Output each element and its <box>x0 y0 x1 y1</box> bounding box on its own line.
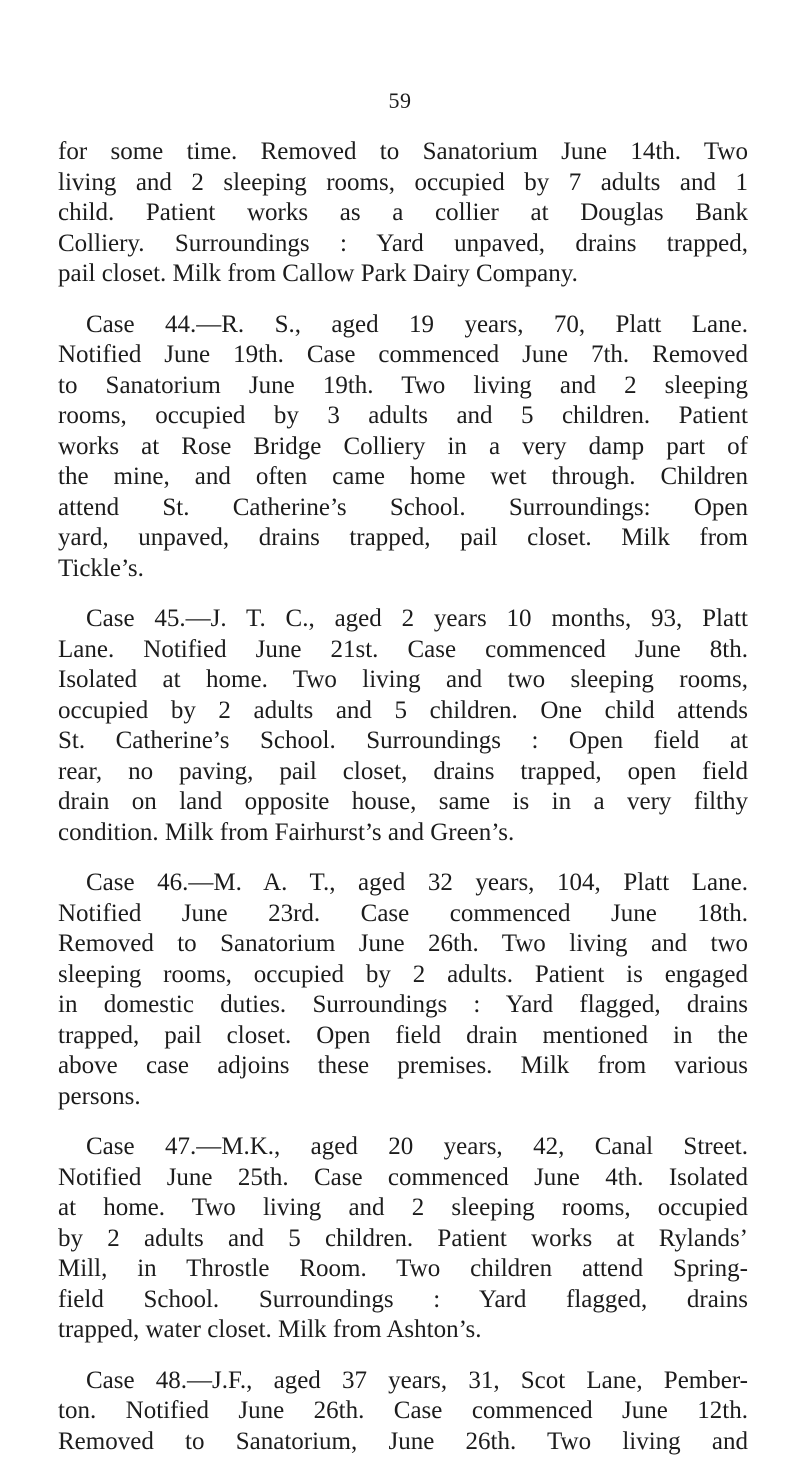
text-line: ton. Notified June 26th. Case commenced June 12th. <box>58 1397 748 1424</box>
text-line: rooms, occupied by 3 adults and 5 children. Patient <box>58 402 748 429</box>
text-line: child. Patient works as a collier at Douglas Bank <box>58 199 748 226</box>
paragraph <box>58 868 748 1112</box>
text-line: rear, no paving, pail closet, drains trapped, open field <box>58 757 748 785</box>
paragraph <box>58 137 748 290</box>
body-text <box>58 137 748 1477</box>
text-line: above case adjoins these premises. Milk from various <box>58 1052 748 1079</box>
text-line: condition. Milk from Fairhurst’s and Green’s. <box>58 818 515 846</box>
text-line: trapped, pail closet. Open field drain mentioned in the <box>58 1021 748 1049</box>
text-line: persons. <box>58 1082 141 1110</box>
text-line: Mill, in Throstle Room. Two children attend Spring- <box>58 1255 748 1282</box>
text-line: Lane. Notified June 21st. Case commenced June 8th. <box>58 635 748 663</box>
text-line: works at Rose Bridge Colliery in a very damp part of <box>58 432 748 460</box>
text-line: pail closet. Milk from Callow Park Dairy Company. <box>58 260 578 287</box>
text-line: drain on land opposite house, same is in a very filthy <box>58 788 748 815</box>
text-line: Removed to Sanatorium, June 26th. Two living and <box>58 1427 748 1455</box>
text-line: Case 46.—M. A. T., aged 32 years, 104, Platt Lane. <box>86 869 748 896</box>
text-line: yard, unpaved, drains trapped, pail closet. Milk from <box>58 524 748 551</box>
paragraph <box>58 1132 748 1346</box>
text-line: the mine, and often came home wet through. Children <box>58 463 748 490</box>
text-line: Notified June 25th. Case commenced June 4th. Isolated <box>58 1163 748 1191</box>
text-line: attend St. Catherine’s School. Surroundings: Open <box>58 493 748 521</box>
text-line: for some time. Removed to Sanatorium June 14th. Two <box>58 138 748 165</box>
text-line: occupied by 2 adults and 5 children. One child attends <box>58 696 748 724</box>
text-line: St. Catherine’s School. Surroundings : Open field at <box>58 727 748 754</box>
page-number: 59 <box>388 88 412 113</box>
text-line: Notified June 23rd. Case commenced June 18th. <box>58 899 748 927</box>
text-line: to Sanatorium June 19th. Two living and 2 sleeping <box>58 371 748 399</box>
text-line: Case 47.—M.K., aged 20 years, 42, Canal Street. <box>86 1133 748 1160</box>
text-line: field School. Surroundings : Yard flagged, drains <box>58 1285 748 1313</box>
text-line: by 2 adults and 5 children. Patient works at Rylands’ <box>58 1224 748 1252</box>
paragraph <box>58 604 748 848</box>
text-line: Tickle’s. <box>58 554 144 582</box>
paragraph <box>58 310 748 585</box>
text-line: at home. Two living and 2 sleeping rooms, occupied <box>58 1194 748 1221</box>
text-line: Notified June 19th. Case commenced June 7th. Removed <box>58 341 748 368</box>
text-line: Removed to Sanatorium June 26th. Two living and two <box>58 930 748 957</box>
text-line: Case 45.—J. T. C., aged 2 years 10 months, 93, Platt <box>86 605 748 632</box>
paragraph <box>58 1366 748 1458</box>
text-line: sleeping rooms, occupied by 2 adults. Patient is engaged <box>58 960 748 988</box>
text-line: trapped, water closet. Milk from Ashton’s. <box>58 1316 482 1343</box>
text-line: Isolated at home. Two living and two sleeping rooms, <box>58 666 748 693</box>
text-line: Case 48.—J.F., aged 37 years, 31, Scot Lane, Pember- <box>86 1366 748 1394</box>
text-line: Case 44.—R. S., aged 19 years, 70, Platt Lane. <box>86 310 748 338</box>
text-line: living and 2 sleeping rooms, occupied by 7 adults and 1 <box>58 168 748 196</box>
text-line: Colliery. Surroundings : Yard unpaved, drains trapped, <box>58 229 748 257</box>
text-line: in domestic duties. Surroundings : Yard flagged, drains <box>58 991 748 1018</box>
